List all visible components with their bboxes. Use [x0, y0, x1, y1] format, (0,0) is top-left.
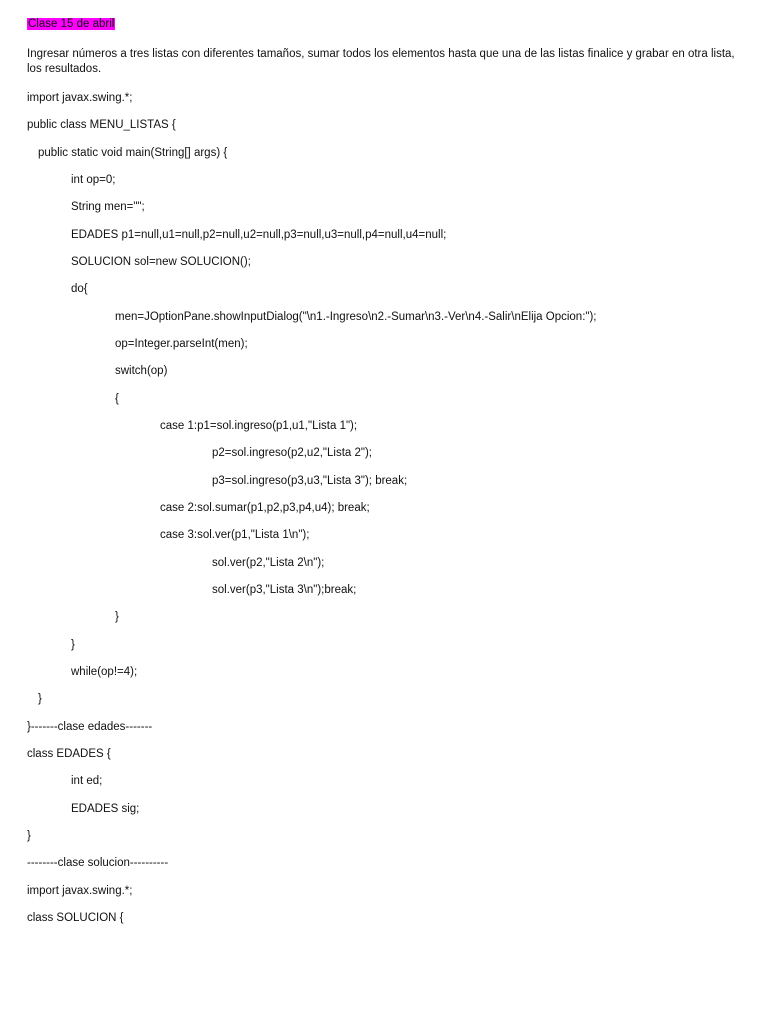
document-description: Ingresar números a tres listas con diferentes tamaños, sumar todos los elementos hasta que una de las listas finalice y grabar en otra lista, los resultados. — [27, 48, 735, 75]
code-line: public class MENU_LISTAS { — [27, 119, 176, 131]
code-line: } — [38, 693, 42, 705]
code-line: class EDADES { — [27, 748, 111, 760]
code-line: --------clase solucion---------- — [27, 857, 169, 869]
title-highlight: Clase 15 de abril — [28, 18, 115, 30]
code-line: import javax.swing.*; — [27, 92, 133, 104]
code-line: sol.ver(p2,"Lista 2\n"); — [212, 557, 325, 569]
code-line: men=JOptionPane.showInputDialog("\n1.-Ingreso\n2.-Sumar\n3.-Ver\n4.-Salir\nElija Opcion:"); — [115, 311, 597, 323]
code-line: } — [71, 639, 75, 651]
code-line: { — [115, 393, 119, 405]
code-line: } — [115, 611, 119, 623]
code-line: EDADES p1=null,u1=null,p2=null,u2=null,p3=null,u3=null,p4=null,u4=null; — [71, 229, 447, 241]
document-title — [27, 17, 115, 32]
code-line: EDADES sig; — [71, 803, 140, 815]
code-line: while(op!=4); — [71, 666, 138, 678]
code-line: case 1:p1=sol.ingreso(p1,u1,"Lista 1"); — [160, 420, 358, 432]
code-line: switch(op) — [115, 365, 168, 377]
code-line: SOLUCION sol=new SOLUCION(); — [71, 256, 251, 268]
code-line: sol.ver(p3,"Lista 3\n");break; — [212, 584, 357, 596]
code-line: p2=sol.ingreso(p2,u2,"Lista 2"); — [212, 447, 372, 459]
code-line: }-------clase edades------- — [27, 721, 153, 733]
code-line: public static void main(String[] args) { — [38, 147, 228, 159]
code-line: int ed; — [71, 775, 103, 787]
code-line: } — [27, 830, 31, 842]
code-line: import javax.swing.*; — [27, 885, 133, 897]
code-line: p3=sol.ingreso(p3,u3,"Lista 3"); break; — [212, 475, 408, 487]
code-line: case 3:sol.ver(p1,"Lista 1\n"); — [160, 529, 310, 541]
code-line: do{ — [71, 283, 88, 295]
code-line: op=Integer.parseInt(men); — [115, 338, 248, 350]
code-line: int op=0; — [71, 174, 116, 186]
code-line: String men=""; — [71, 201, 145, 213]
code-line: case 2:sol.sumar(p1,p2,p3,p4,u4); break; — [160, 502, 370, 514]
code-line: class SOLUCION { — [27, 912, 124, 924]
